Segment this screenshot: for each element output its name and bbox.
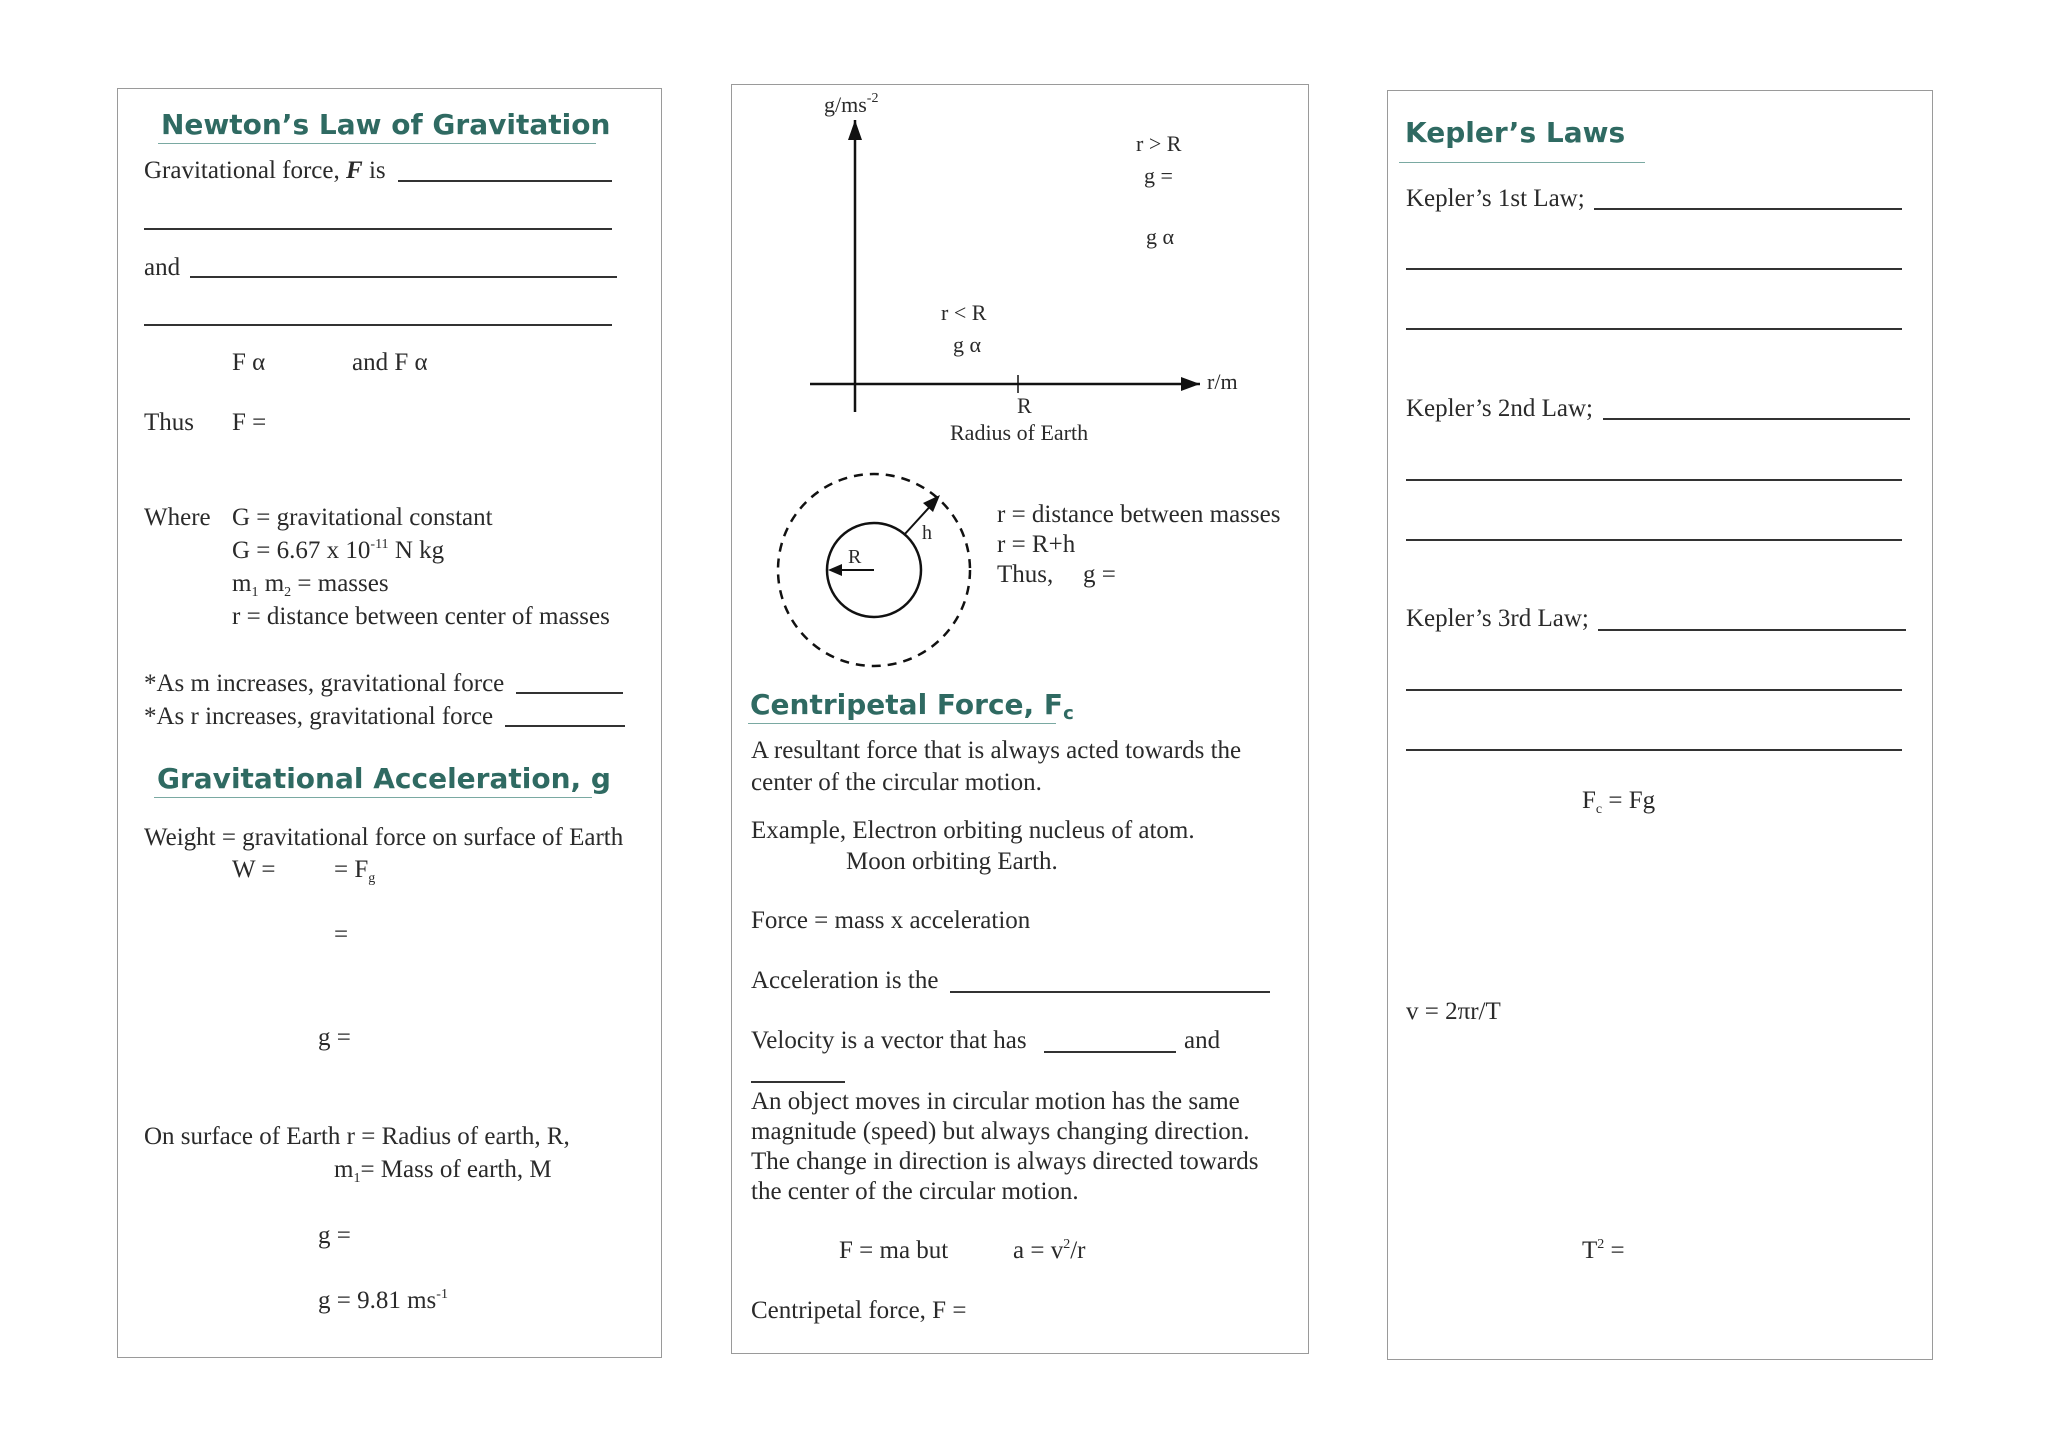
velocity-is: Velocity is a vector that has	[751, 1027, 1027, 1054]
g-vs-r-graph	[800, 84, 1300, 414]
g-equals-outside: g =	[1144, 163, 1173, 188]
velocity-and: and	[1184, 1027, 1221, 1054]
g-value: G = 6.67 x $10^{-11}$ N kg	[232, 537, 445, 564]
cf-definition-2: center of the circular motion.	[751, 769, 1042, 796]
note-r-increases: *As r increases, gravitational force	[144, 703, 494, 730]
radius-of-earth-caption: Radius of Earth	[950, 420, 1089, 445]
w-equals: W =	[232, 856, 276, 883]
blank-law1-c[interactable]	[1406, 328, 1902, 330]
newton-title-underline	[158, 143, 596, 144]
blank-force-1[interactable]	[398, 180, 612, 182]
blank-law3-b[interactable]	[1406, 689, 1902, 691]
acceleration-is: Acceleration is the	[751, 967, 939, 994]
g-value-981: g = 9.81 $ms^{-1}$	[318, 1287, 448, 1314]
kepler-title-underline	[1399, 162, 1645, 163]
kepler-law-3: Kepler’s 3rd Law;	[1406, 605, 1589, 632]
blank-law2-c[interactable]	[1406, 539, 1902, 541]
note-m-increases: *As m increases, gravitational force	[144, 670, 505, 697]
blank-note-m[interactable]	[516, 692, 623, 694]
gravitational-force-line: Gravitational force, F is	[144, 157, 386, 184]
t-squared-equals: $T^2$ =	[1582, 1237, 1625, 1264]
cf-example-2: Moon orbiting Earth.	[846, 848, 1058, 875]
blank-law1-b[interactable]	[1406, 268, 1902, 270]
orbit-g-equals: g =	[1083, 561, 1116, 588]
blank-note-r[interactable]	[505, 725, 625, 727]
accel-title-underline	[154, 797, 592, 798]
blank-law2-a[interactable]	[1603, 418, 1910, 420]
blank-force-2[interactable]	[144, 228, 612, 230]
centripetal-force-equals: Centripetal force, F =	[751, 1297, 967, 1324]
blank-law1-a[interactable]	[1594, 208, 1902, 210]
g-equals-1: g =	[318, 1024, 351, 1051]
x-axis-arrow	[1181, 377, 1200, 391]
panel-kepler	[1387, 90, 1933, 1360]
force-ma: Force = mass x acceleration	[751, 907, 1031, 934]
cf-example-1: Example, Electron orbiting nucleus of atom.	[751, 817, 1195, 844]
height-arrow-head	[923, 495, 940, 512]
surface-m: $m_1=$ Mass of earth, M	[334, 1156, 552, 1186]
blank-velocity-2[interactable]	[751, 1081, 845, 1083]
thus-label: Thus	[144, 409, 194, 436]
r-sum: r = R+h	[997, 531, 1076, 558]
accel-title: Gravitational Acceleration, g	[157, 762, 611, 795]
velocity-formula: v = 2πr/T	[1406, 998, 1501, 1025]
blank-and-1[interactable]	[190, 276, 617, 278]
motion-line-4: the center of the circular motion.	[751, 1178, 1079, 1205]
r-tick-label: R	[1017, 393, 1032, 418]
f-alpha-1: F α	[232, 349, 266, 376]
masses-definition: $m_1$ $m_2$ = masses	[232, 570, 389, 600]
f-ma-but: F = ma but	[839, 1237, 949, 1264]
blank-and-2[interactable]	[144, 324, 612, 326]
equals-sign: =	[334, 921, 349, 948]
y-axis-label: $g/ms^{-2}$	[824, 91, 879, 117]
orbit-thus: Thus,	[997, 561, 1054, 588]
f-equals: F =	[232, 409, 267, 436]
blank-law2-b[interactable]	[1406, 479, 1902, 481]
y-axis-arrow	[848, 120, 862, 140]
blank-law3-c[interactable]	[1406, 749, 1902, 751]
where-label: Where	[144, 504, 211, 531]
kepler-law-2: Kepler’s 2nd Law;	[1406, 395, 1593, 422]
radius-arrow-head	[828, 564, 842, 576]
newton-title: Newton’s Law of Gravitation	[161, 108, 611, 141]
g-definition: G = gravitational constant	[232, 504, 493, 531]
g-alpha-inside: g α	[953, 332, 982, 357]
blank-velocity-1[interactable]	[1044, 1051, 1176, 1053]
centripetal-title-underline	[748, 723, 1056, 724]
height-label: h	[922, 522, 932, 544]
x-axis-label: r/m	[1207, 369, 1238, 394]
g-alpha-outside: g α	[1146, 224, 1175, 249]
r-greater-label: r > R	[1136, 131, 1182, 156]
surface-r: On surface of Earth r = Radius of earth, R,	[144, 1123, 570, 1150]
r-definition: r = distance between center of masses	[232, 603, 610, 630]
centripetal-title: Centripetal Force, $F_c$	[750, 688, 1074, 724]
r-less-label: r < R	[941, 300, 987, 325]
radius-label: R	[848, 546, 862, 568]
weight-definition: Weight = gravitational force on surface of Earth	[144, 824, 624, 851]
fc-equals-fg: $F_c = Fg$	[1582, 787, 1656, 817]
motion-line-2: magnitude (speed) but always changing direction.	[751, 1118, 1250, 1145]
blank-acceleration[interactable]	[950, 991, 1270, 993]
motion-line-1: An object moves in circular motion has the same	[751, 1088, 1240, 1115]
motion-line-3: The change in direction is always directed towards	[751, 1148, 1259, 1175]
kepler-title: Kepler’s Laws	[1405, 116, 1626, 149]
blank-law3-a[interactable]	[1598, 629, 1906, 631]
and-f-alpha: and F α	[352, 349, 428, 376]
r-distance: r = distance between masses	[997, 501, 1281, 528]
orbit-diagram	[770, 465, 980, 675]
kepler-law-1: Kepler’s 1st Law;	[1406, 185, 1585, 212]
equals-fg: = $F_g$	[334, 856, 376, 886]
a-v2-r: $a = v^2/r$	[1013, 1237, 1086, 1264]
cf-definition-1: A resultant force that is always acted towards the	[751, 737, 1242, 764]
and-label: and	[144, 254, 181, 281]
g-equals-2: g =	[318, 1222, 351, 1249]
